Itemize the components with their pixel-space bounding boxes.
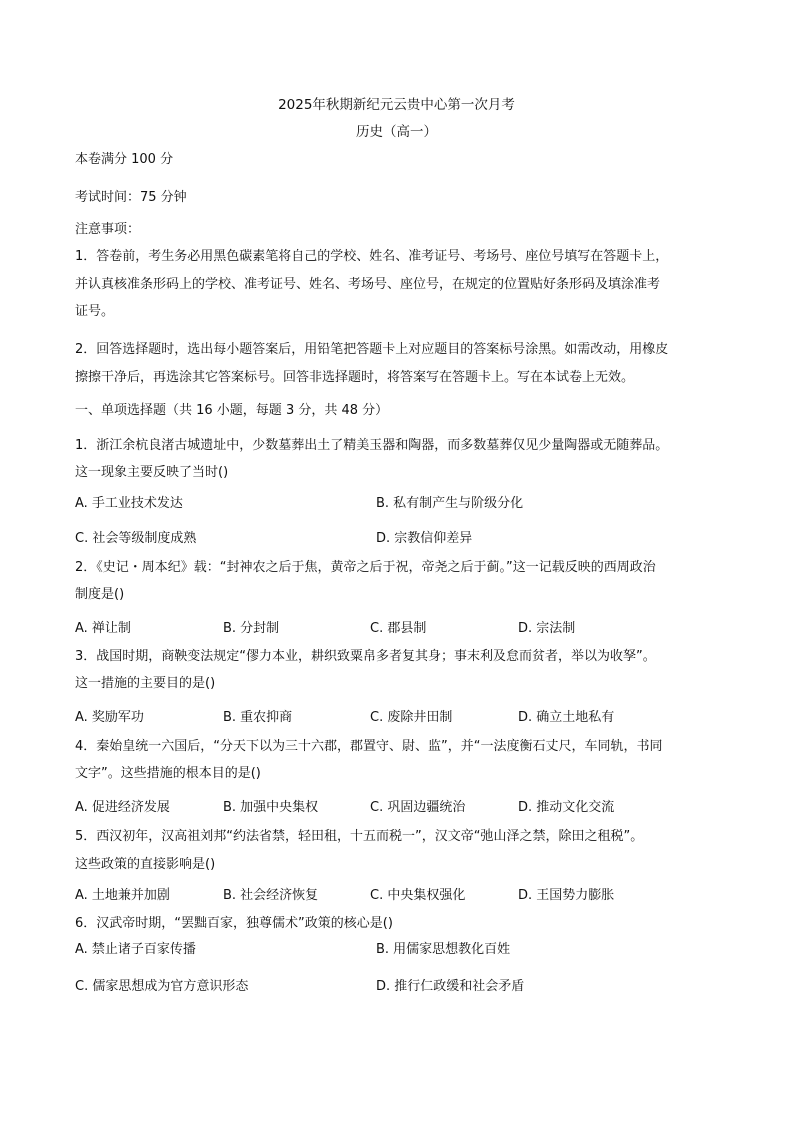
note-1-line-3: 证号。 — [75, 304, 115, 319]
question-5-option-b: B. 社会经济恢复 — [223, 888, 319, 903]
question-2-line-1: 2．《史记・周本纪》载：“封神农之后于焦，黄帝之后于祝，帝尧之后于蓟。”这一记载反映的西周政治 — [75, 560, 656, 575]
full-score: 本卷满分 100 分 — [75, 152, 174, 167]
question-1-option-b: B. 私有制产生与阶级分化 — [376, 496, 524, 511]
question-1-line-1: 1．浙江余杭良渚古城遗址中，少数墓葬出土了精美玉器和陶器，而多数墓葬仅见少量陶器或无随葬品。 — [75, 438, 669, 453]
question-3-option-c: C. 废除井田制 — [370, 710, 453, 725]
exam-title: 2025年秋期新纪元云贵中心第一次月考 — [278, 97, 515, 113]
question-4-line-2: 文字”。这些措施的根本目的是() — [75, 766, 261, 781]
question-2-option-a: A. 禅让制 — [75, 621, 131, 636]
note-1-line-2: 并认真核准条形码上的学校、准考证号、姓名、考场号、座位号，在规定的位置贴好条形码及填涂准考 — [75, 277, 661, 292]
question-3-option-b: B. 重农抑商 — [223, 710, 293, 725]
question-3-option-a: A. 奖励军功 — [75, 710, 144, 725]
question-4-option-c: C. 巩固边疆统治 — [370, 800, 466, 815]
note-2-line-2: 擦擦干净后，再选涂其它答案标号。回答非选择题时，将答案写在答题卡上。写在本试卷上无效。 — [75, 370, 635, 385]
notes-heading: 注意事项： — [75, 222, 141, 237]
exam-time: 考试时间：75 分钟 — [75, 190, 187, 205]
question-5-option-d: D. 王国势力膨胀 — [518, 888, 615, 903]
section-heading: 一、单项选择题（共 16 小题，每题 3 分，共 48 分） — [75, 403, 389, 418]
question-2-line-2: 制度是() — [75, 587, 125, 602]
question-6-option-c: C. 儒家思想成为官方意识形态 — [75, 979, 249, 994]
question-4-option-d: D. 推动文化交流 — [518, 800, 615, 815]
question-3-line-2: 这一措施的主要目的是() — [75, 676, 216, 691]
question-1-line-2: 这一现象主要反映了当时() — [75, 465, 229, 480]
question-5-line-1: 5．西汉初年，汉高祖刘邦“约法省禁，轻田租，十五而税一”，汉文帝“弛山泽之禁，除田之租税”。 — [75, 829, 644, 844]
question-4-option-b: B. 加强中央集权 — [223, 800, 319, 815]
question-5-line-2: 这些政策的直接影响是() — [75, 857, 216, 872]
question-1-option-d: D. 宗教信仰差异 — [376, 531, 473, 546]
question-6-option-a: A. 禁止诸子百家传播 — [75, 942, 196, 957]
question-5-option-c: C. 中央集权强化 — [370, 888, 466, 903]
question-2-option-d: D. 宗法制 — [518, 621, 576, 636]
question-6-option-b: B. 用儒家思想教化百姓 — [376, 942, 511, 957]
note-2-line-1: 2．回答选择题时，选出每小题答案后，用铅笔把答题卡上对应题目的答案标号涂黑。如需改动，用橡皮 — [75, 342, 669, 357]
question-1-option-c: C. 社会等级制度成熟 — [75, 531, 197, 546]
question-4-option-a: A. 促进经济发展 — [75, 800, 170, 815]
question-3-option-d: D. 确立土地私有 — [518, 710, 615, 725]
question-2-option-b: B. 分封制 — [223, 621, 280, 636]
question-2-option-c: C. 郡县制 — [370, 621, 427, 636]
question-5-option-a: A. 土地兼并加剧 — [75, 888, 170, 903]
question-1-option-a: A. 手工业技术发达 — [75, 496, 183, 511]
note-1-line-1: 1．答卷前，考生务必用黑色碳素笔将自己的学校、姓名、准考证号、考场号、座位号填写在答题卡上， — [75, 249, 669, 264]
exam-subject: 历史（高一） — [356, 124, 437, 140]
question-6-line-1: 6．汉武帝时期，“罢黜百家，独尊儒术”政策的核心是() — [75, 916, 393, 931]
question-3-line-1: 3．战国时期，商鞅变法规定“僇力本业，耕织致粟帛多者复其身；事末利及怠而贫者，举以为收孥”。 — [75, 649, 656, 664]
question-6-option-d: D. 推行仁政缓和社会矛盾 — [376, 979, 525, 994]
question-4-line-1: 4．秦始皇统一六国后，“分天下以为三十六郡，郡置守、尉、监”，并“一法度衡石丈尺，车同轨，书同 — [75, 739, 663, 754]
